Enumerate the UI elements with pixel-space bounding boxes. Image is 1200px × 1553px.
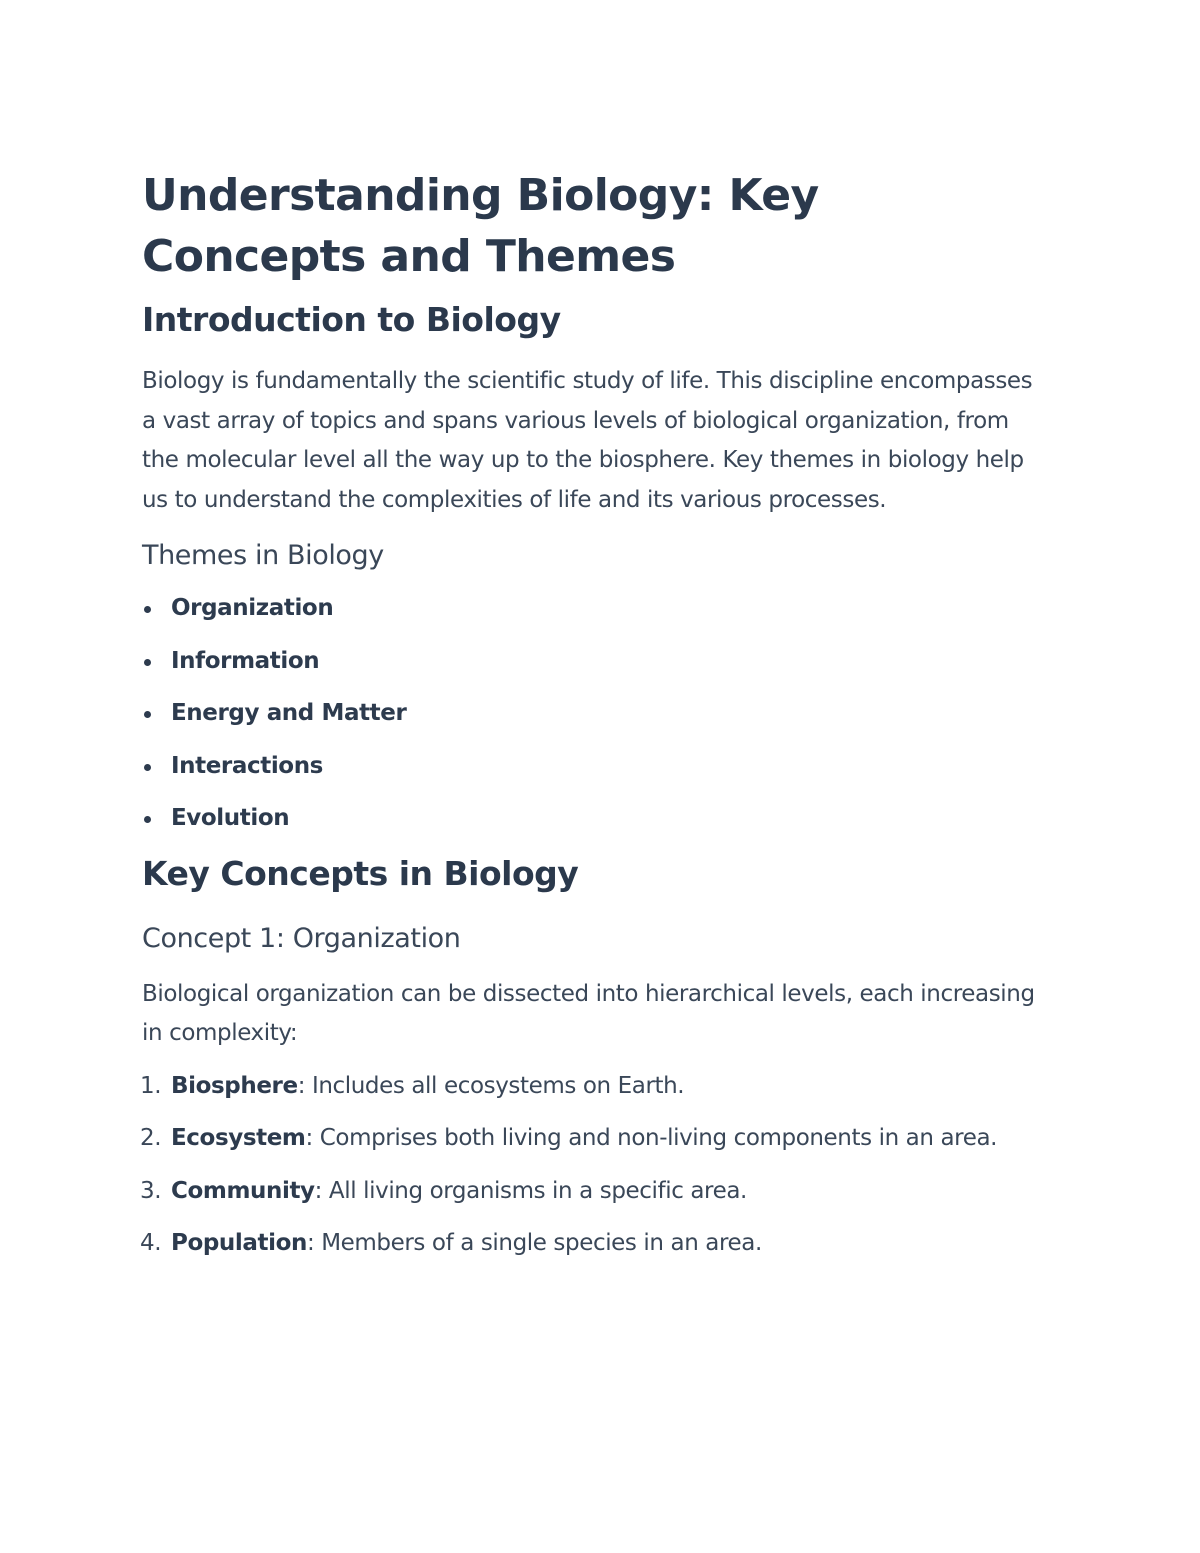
page-title: Understanding Biology: Key Concepts and Themes (142, 170, 819, 282)
list-item (142, 799, 1052, 839)
level-description: : All living organisms in a specific area. (314, 1177, 747, 1204)
level-term: Population (171, 1230, 307, 1256)
level-description: : Comprises both living and non-living components in an area. (305, 1125, 998, 1151)
level-term: Community (171, 1177, 315, 1204)
list-item (142, 589, 1052, 629)
theme-label: Energy and Matter (171, 700, 407, 726)
subheading-themes: Themes in Biology (142, 540, 384, 571)
list-number: 2. (140, 1125, 162, 1151)
level-description: : Members of a single species in an area. (306, 1230, 762, 1256)
list-number: 4. (140, 1230, 162, 1256)
theme-label: Interactions (171, 752, 323, 779)
list-item (142, 642, 1052, 682)
level-term: Biosphere (171, 1072, 298, 1099)
section-heading-key-concepts: Key Concepts in Biology (142, 853, 579, 893)
organization-levels-list (142, 1067, 1052, 1264)
list-item (142, 1172, 1052, 1212)
list-item (142, 694, 1052, 734)
concept-1-paragraph: Biological organization can be dissected into hierarchical levels, each increasing in complexity: (142, 980, 1035, 1046)
intro-paragraph: Biology is fundamentally the scientific study of life. This discipline encompasses a vast array of topics and spans various levels of biological organization, from the molecular level all the way up to the biosphere. Key themes in biology help us to understand the complexities of life and its various processes. (142, 368, 1033, 513)
document-page (142, 165, 1052, 1277)
subheading-concept-1: Concept 1: Organization (142, 922, 461, 954)
level-term: Ecosystem (171, 1125, 306, 1151)
theme-label: Information (171, 647, 320, 674)
themes-list (142, 589, 1052, 839)
theme-label: Organization (171, 595, 334, 621)
list-item (142, 1067, 1052, 1107)
list-item (142, 1224, 1052, 1264)
section-heading-introduction: Introduction to Biology (142, 300, 561, 339)
theme-label: Evolution (171, 805, 290, 831)
level-description: : Includes all ecosystems on Earth. (297, 1072, 685, 1099)
list-number: 3. (140, 1177, 162, 1204)
list-item (142, 1119, 1052, 1159)
list-number: 1. (140, 1072, 162, 1099)
list-item (142, 747, 1052, 787)
